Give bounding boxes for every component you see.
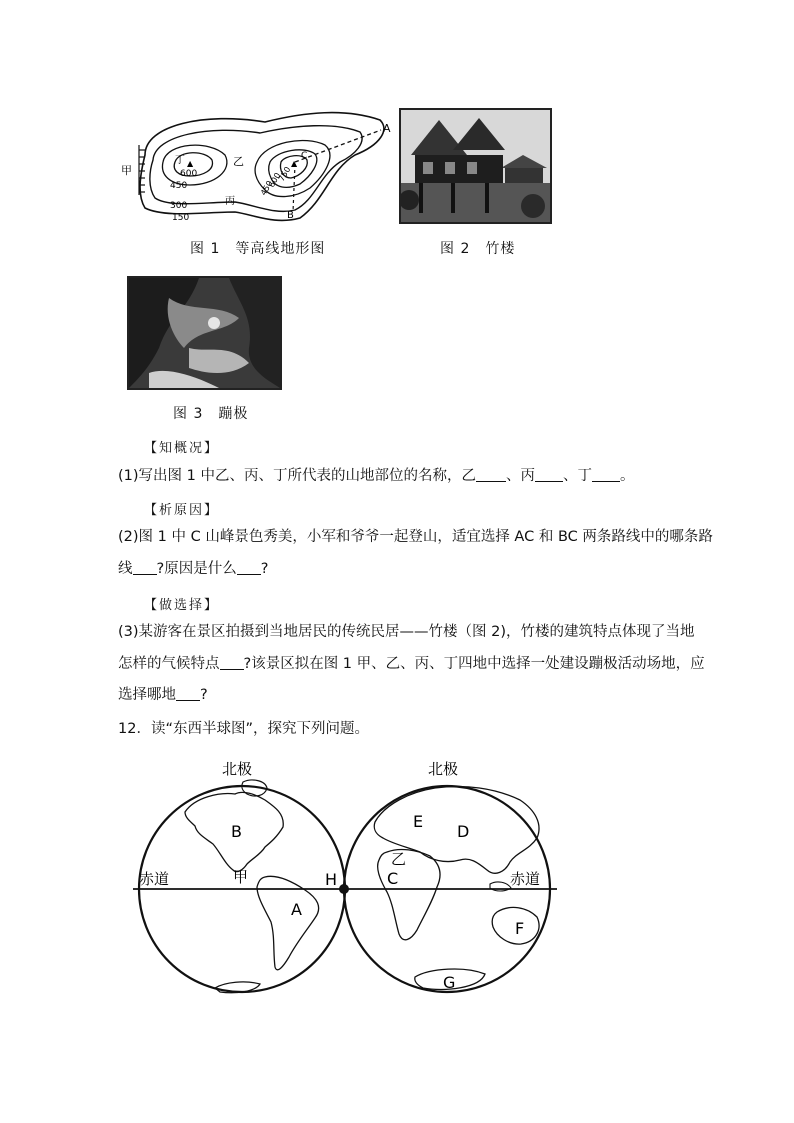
map-label-b: B — [231, 822, 242, 841]
bamboo-house-photo — [399, 108, 552, 224]
q3-line3 — [118, 682, 705, 710]
q1-blank-bing[interactable] — [535, 467, 563, 483]
fig1-caption: 图 1 等高线地形图 — [190, 241, 326, 257]
map-label-e: E — [413, 812, 424, 831]
south-america — [257, 876, 319, 969]
contour-label-r750: 750 — [276, 165, 293, 183]
contour-map — [115, 100, 400, 230]
label-b: B — [287, 210, 294, 221]
q3-blank-site[interactable] — [176, 686, 200, 702]
map-label-c: C — [387, 869, 399, 888]
contour-label-600: 600 — [180, 169, 198, 179]
q1-sep2: 、丁 — [562, 468, 592, 484]
q2-line1: (2)图 1 中 C 山峰景色秀美，小军和爷爷一起登山，适宜选择 AC 和 BC 两条路线中的哪条路 — [118, 529, 713, 545]
q3-line2a: 怎样的气候特点 — [118, 655, 220, 672]
map-label-jia: 甲 — [233, 868, 249, 886]
q3-line3a: 选择哪地 — [118, 687, 176, 704]
point-h — [339, 884, 349, 894]
label-a: A — [383, 122, 391, 135]
section-heading-3: 【做选择】 — [144, 598, 220, 613]
q1-end: 。 — [619, 468, 635, 484]
africa — [378, 849, 441, 939]
q3-line2b: ?该景区拟在图 1 甲、乙、丙、丁四地中选择一处建设蹦极活动场地，应 — [243, 655, 705, 672]
q2-line2c: ? — [260, 560, 269, 577]
q2-blank-route[interactable] — [133, 559, 157, 575]
label-bing: 丙 — [225, 196, 235, 207]
question-12: 12．读“东西半球图”，探究下列问题。 — [118, 721, 369, 737]
q1-text: (1)写出图 1 中乙、丙、丁所代表的山地部位的名称，乙 — [118, 468, 476, 484]
map-label-f: F — [515, 919, 525, 938]
label-ding: 丁 — [175, 155, 185, 166]
map-label-h: H — [325, 870, 338, 889]
map-label-yi: 乙 — [391, 850, 407, 868]
peak-mark-ding: ▲ — [187, 159, 194, 168]
section-heading-1: 【知概况】 — [144, 441, 220, 456]
q3-line1: (3)某游客在景区拍摄到当地居民的传统民居——竹楼（图 2)，竹楼的建筑特点体现了当地 — [118, 624, 695, 640]
equator-left-label: 赤道 — [139, 870, 170, 888]
route-bc — [293, 164, 295, 212]
fig3-caption: 图 3 蹦极 — [173, 406, 249, 422]
q2-line2 — [118, 556, 713, 584]
map-label-d: D — [457, 822, 470, 841]
north-pole-right-label: 北极 — [428, 760, 459, 778]
label-jia: 甲 — [121, 164, 132, 177]
q3-line3b: ? — [200, 687, 208, 704]
bungee-photo — [127, 276, 282, 390]
map-label-a: A — [291, 900, 302, 919]
contour-label-300: 300 — [170, 201, 188, 211]
contour-450-left — [162, 145, 226, 185]
q3-blank-climate[interactable] — [220, 654, 244, 670]
q2-line2a: 线 — [118, 560, 133, 577]
equator-right-label: 赤道 — [510, 870, 541, 888]
fig2-caption: 图 2 竹楼 — [440, 241, 516, 257]
route-ac — [295, 130, 381, 162]
hemisphere-map — [125, 752, 565, 1012]
q3-line2 — [118, 651, 705, 679]
contour-label-150: 150 — [172, 213, 190, 223]
peak-mark-c: ▲ — [291, 159, 298, 168]
q1-blank-yi[interactable] — [476, 467, 506, 483]
map-label-g: G — [443, 973, 456, 992]
label-yi: 乙 — [233, 155, 244, 168]
label-c: C — [301, 151, 308, 161]
contour-label-r450: 450 — [258, 179, 275, 197]
north-pole-left-label: 北极 — [222, 760, 253, 778]
question-1 — [118, 463, 634, 491]
question-3 — [118, 619, 705, 710]
q1-blank-ding[interactable] — [592, 467, 620, 483]
q2-line2b: ?原因是什么 — [156, 560, 237, 577]
section-heading-2: 【析原因】 — [144, 503, 220, 518]
q2-blank-reason[interactable] — [237, 559, 261, 575]
q1-sep1: 、丙 — [505, 468, 535, 484]
contour-label-450: 450 — [170, 181, 188, 191]
question-2 — [118, 524, 713, 583]
contour-label-r600: 600 — [266, 171, 283, 189]
